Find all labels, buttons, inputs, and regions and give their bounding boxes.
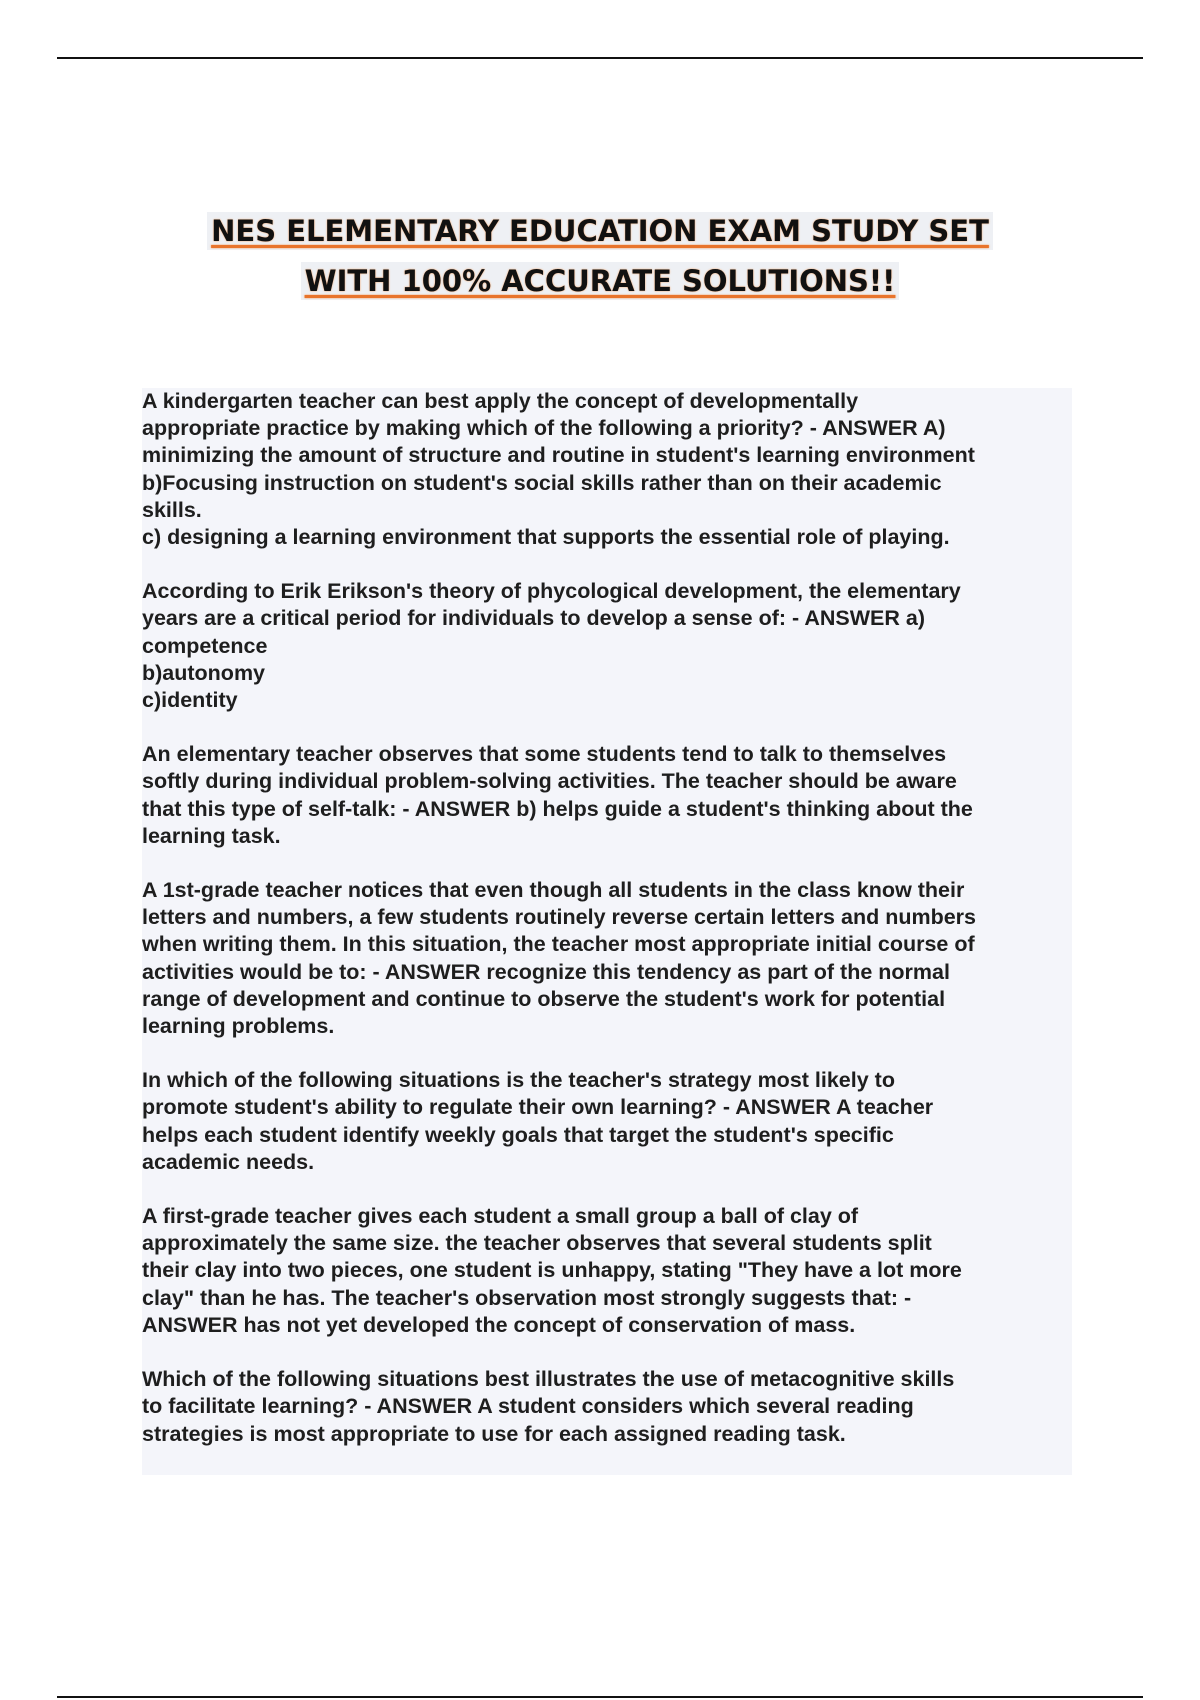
qa-line: competence: [142, 633, 268, 658]
qa-item: [142, 741, 1072, 850]
qa-item: [142, 578, 1072, 714]
qa-item: [142, 1203, 1072, 1339]
qa-line: b)Focusing instruction on student's social skills rather than on their academic: [142, 470, 942, 495]
qa-line: when writing them. In this situation, the teacher most appropriate initial course of: [142, 932, 975, 957]
document-title: [0, 212, 1200, 300]
qa-line: helps each student identify weekly goals that target the student's specific: [142, 1122, 894, 1147]
qa-line: A first-grade teacher gives each student a small group a ball of clay of: [142, 1204, 859, 1229]
qa-line: A kindergarten teacher can best apply the concept of developmentally: [142, 389, 859, 413]
qa-line: years are a critical period for individuals to develop a sense of: - ANSWER a): [142, 606, 925, 631]
qa-line: promote student's ability to regulate their own learning? - ANSWER A teacher: [142, 1095, 934, 1120]
qa-item: [142, 877, 1072, 1040]
qa-line: b)autonomy: [142, 660, 266, 685]
qa-line: strategies is most appropriate to use for each assigned reading task.: [142, 1421, 846, 1446]
qa-line: ANSWER has not yet developed the concept of conservation of mass.: [142, 1312, 856, 1337]
qa-item: [142, 1366, 1072, 1448]
qa-line: According to Erik Erikson's theory of phycological development, the elementary: [142, 579, 961, 604]
document-body: [142, 388, 1072, 1475]
qa-line: skills.: [142, 497, 202, 522]
qa-line: academic needs.: [142, 1149, 315, 1174]
qa-line: their clay into two pieces, one student is unhappy, stating "They have a lot more: [142, 1258, 962, 1283]
qa-line: c)identity: [142, 688, 238, 713]
qa-line: activities would be to: - ANSWER recognize this tendency as part of the normal: [142, 959, 950, 984]
qa-line: appropriate practice by making which of the following a priority? - ANSWER A): [142, 416, 946, 441]
qa-line: range of development and continue to observe the student's work for potential: [142, 986, 946, 1011]
qa-line: minimizing the amount of structure and routine in student's learning environment: [142, 443, 975, 468]
qa-line: An elementary teacher observes that some students tend to talk to themselves: [142, 742, 947, 767]
qa-line: In which of the following situations is the teacher's strategy most likely to: [142, 1068, 895, 1093]
qa-line: letters and numbers, a few students routinely reverse certain letters and numbers: [142, 905, 976, 930]
qa-item: [142, 1067, 1072, 1176]
qa-line: Which of the following situations best illustrates the use of metacognitive skills: [142, 1367, 955, 1392]
footer-rule: [57, 1696, 1143, 1698]
qa-line: learning problems.: [142, 1014, 335, 1039]
qa-line: approximately the same size. the teacher observes that several students split: [142, 1231, 932, 1256]
qa-line: c) designing a learning environment that supports the essential role of playing.: [142, 525, 950, 550]
qa-line: clay" than he has. The teacher's observation most strongly suggests that: -: [142, 1285, 912, 1310]
qa-line: that this type of self-talk: - ANSWER b) helps guide a student's thinking about the: [142, 796, 973, 821]
qa-line: to facilitate learning? - ANSWER A student considers which several reading: [142, 1394, 914, 1419]
qa-item: [142, 388, 1072, 551]
title-line-2: WITH 100% ACCURATE SOLUTIONS!!: [301, 262, 900, 300]
header-rule: [57, 57, 1143, 59]
title-line-1: NES ELEMENTARY EDUCATION EXAM STUDY SET: [207, 212, 993, 250]
qa-line: softly during individual problem-solving activities. The teacher should be aware: [142, 769, 957, 794]
qa-line: learning task.: [142, 823, 281, 848]
qa-line: A 1st-grade teacher notices that even though all students in the class know their: [142, 878, 965, 903]
